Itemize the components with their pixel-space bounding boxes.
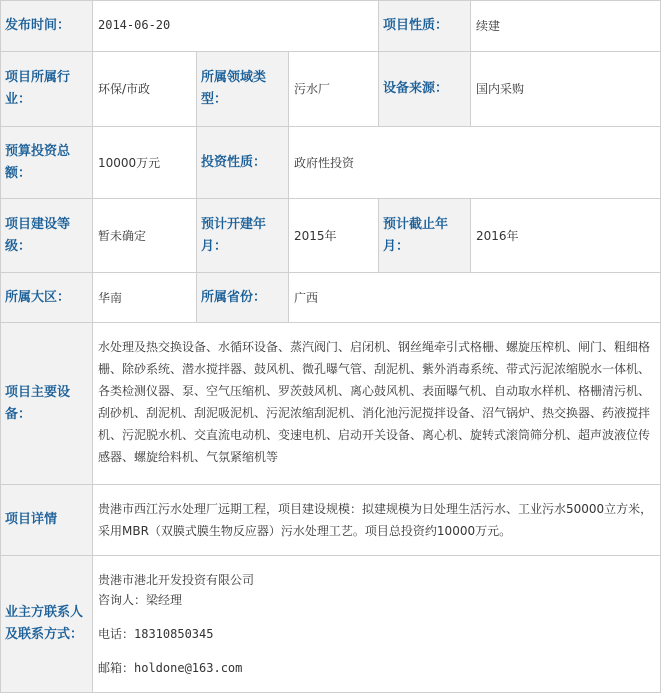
label-equipment-source: 设备来源： [379, 52, 471, 127]
contact-phone: 电话：18310850345 [98, 627, 214, 641]
budget-value: 10000万元 [93, 127, 197, 199]
label-start-date: 预计开建年月： [197, 199, 289, 273]
end-date-value: 2016年 [471, 199, 661, 273]
industry-value: 环保/市政 [93, 52, 197, 127]
field-type-value: 污水厂 [289, 52, 379, 127]
contact-email: 邮箱：holdone@163.com [98, 661, 243, 675]
label-budget: 预算投资总额： [1, 127, 93, 199]
contact-person: 咨询人：梁经理 [98, 593, 183, 607]
label-industry: 项目所属行业： [1, 52, 93, 127]
region-value: 华南 [93, 273, 197, 323]
project-detail-text: 贵港市西江污水处理厂远期工程，项目建设规模：拟建规模为日处理生活污水、工业污水50000立方米，采用MBR（双膜式膜生物反应器）污水处理工艺。项目总投资约10000万元。 [98, 502, 653, 538]
label-investment-nature: 投资性质： [197, 127, 289, 199]
label-construction-grade: 项目建设等级： [1, 199, 93, 273]
label-project-nature: 项目性质： [379, 1, 471, 52]
label-project-detail: 项目详情 [1, 485, 93, 556]
contact-company: 贵港市港北开发投资有限公司 [98, 573, 255, 587]
owner-contact-value [93, 556, 661, 693]
label-region: 所属大区： [1, 273, 93, 323]
label-province: 所属省份： [197, 273, 289, 323]
main-equipment-value [93, 323, 661, 485]
construction-grade-value: 暂未确定 [93, 199, 197, 273]
start-date-value: 2015年 [289, 199, 379, 273]
investment-nature-value: 政府性投资 [289, 127, 661, 199]
project-nature-value: 续建 [471, 1, 661, 52]
province-value: 广西 [289, 273, 661, 323]
publish-time-value: 2014-06-20 [93, 1, 379, 52]
label-publish-time: 发布时间： [1, 1, 93, 52]
label-owner-contact: 业主方联系人及联系方式： [1, 556, 93, 693]
equipment-source-value: 国内采购 [471, 52, 661, 127]
label-end-date: 预计截止年月： [379, 199, 471, 273]
label-field-type: 所属领域类型： [197, 52, 289, 127]
project-detail-value [93, 485, 661, 556]
main-equipment-text: 水处理及热交换设备、水循环设备、蒸汽阀门、启闭机、钢丝绳牵引式格栅、螺旋压榨机、闸门、粗细格栅、除砂系统、潜水搅拌器、鼓风机、微孔曝气管、刮泥机、紫外消毒系统、带式污泥浓缩脱水一体机、各类检测仪器、泵、空气压缩机、罗茨鼓风机、离心鼓风机、表面曝气机、自动取水样机、格栅清污机、刮砂机、刮泥机、刮泥吸泥机、污泥浓缩刮泥机、消化池污泥搅拌设备、沼气锅炉、热交换器、药液搅拌机、污泥脱水机、交直流电动机、变速电机、启动开关设备、离心机、旋转式滚筒筛分机、超声波液位传感器、螺旋给料机、气氛紧缩机等 [98, 340, 651, 464]
label-main-equipment: 项目主要设备： [1, 323, 93, 485]
